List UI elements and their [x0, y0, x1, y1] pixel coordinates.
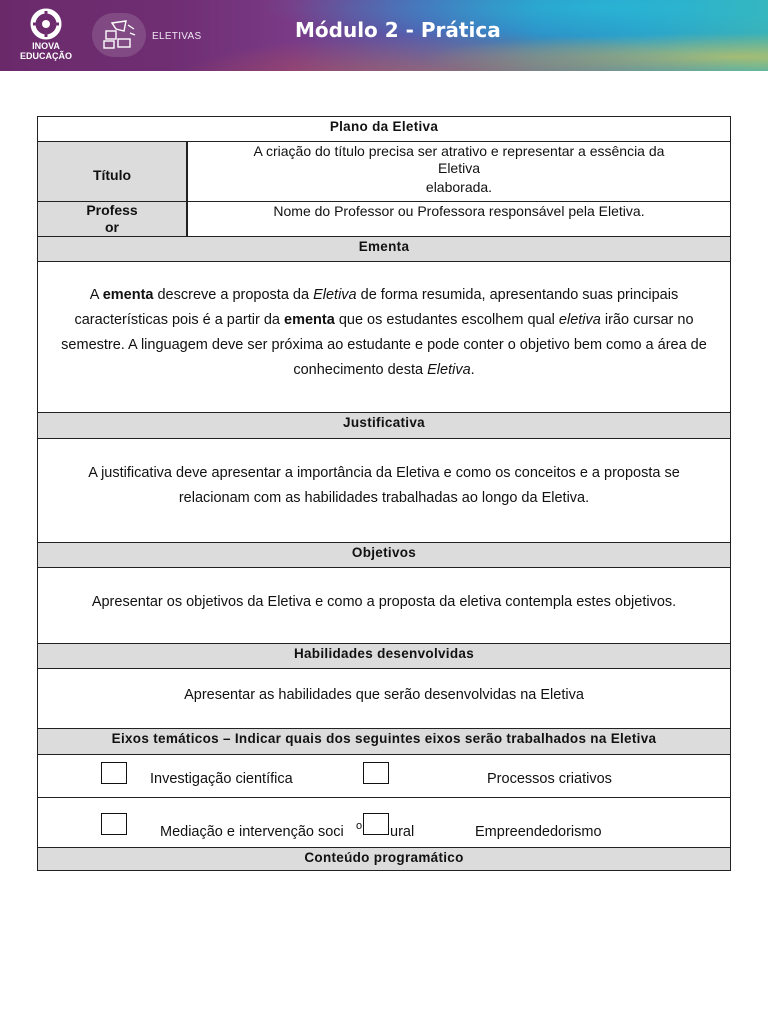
ementa-text-part: .: [470, 362, 475, 378]
eletivas-label: ELETIVAS: [152, 31, 202, 42]
ementa-italic-term: Eletiva: [427, 362, 471, 378]
professor-value: Nome do Professor ou Professora responsável pela Eletiva.: [273, 203, 645, 219]
habilidades-header: Habilidades desenvolvidas: [293, 646, 475, 661]
professor-label-line2: or: [105, 219, 119, 235]
ementa-italic-term: Eletiva: [313, 287, 357, 303]
checkbox-processos-criativos[interactable]: [363, 762, 389, 784]
habilidades-text: Apresentar as habilidades que serão desenvolvidas na Eletiva: [184, 687, 584, 703]
option-investigacao-cientifica: Investigação científica: [150, 771, 293, 787]
eixos-row-2: [38, 798, 730, 848]
conteudo-header: Conteúdo programático: [304, 850, 464, 865]
habilidades-header-row: [38, 644, 730, 669]
ementa-text: [38, 262, 730, 383]
professor-label-line1: Profess: [86, 202, 138, 218]
eletivas-icon: [100, 17, 138, 53]
justificativa-text: A justificativa deve apresentar a importância da Eletiva e como os conceitos e a proposta se relacionam com as habilidades trabalhadas ao longo da Eletiva.: [88, 465, 680, 506]
eixos-row-1: [38, 755, 730, 798]
logo-text-inova: INOVA: [32, 41, 60, 51]
header-banner: [0, 0, 768, 71]
option-mediacao-intervencao: Mediação e intervenção soci: [160, 824, 344, 840]
justificativa-header: Justificativa: [343, 415, 425, 430]
titulo-value-line3: elaborada.: [425, 179, 493, 195]
objetivos-header: Objetivos: [351, 545, 417, 560]
ementa-body-row: [38, 262, 730, 413]
inova-educacao-logo: [16, 8, 76, 64]
objetivos-body-row: [38, 568, 730, 644]
ementa-text-part: que os estudantes escolhem qual: [334, 312, 559, 328]
checkbox-mediacao-intervencao[interactable]: [101, 813, 127, 835]
option-empreendedorismo: Empreendedorismo: [475, 824, 602, 840]
checkbox-empreendedorismo[interactable]: [363, 813, 389, 835]
titulo-value: [188, 142, 730, 201]
titulo-label: Título: [38, 142, 188, 201]
ementa-text-part: de forma resumida, apresentando suas principais características pois é a partir da: [74, 287, 679, 328]
objetivos-header-row: [38, 543, 730, 568]
ementa-text-part: irão cursar no semestre. A linguagem deve ser próxima ao estudante e pode conter o objetivo bem como a área de conhecimento desta: [61, 312, 707, 378]
checkbox-investigacao-cientifica[interactable]: [101, 762, 127, 784]
ementa-header-row: [38, 237, 730, 262]
objetivos-text: Apresentar os objetivos da Eletiva e como a proposta da eletiva contempla estes objetivos.: [91, 594, 677, 610]
conteudo-header-row: [38, 848, 730, 870]
ementa-italic-term: eletiva: [558, 312, 601, 328]
eixos-header: Eixos temáticos – Indicar quais dos seguintes eixos serão trabalhados na Eletiva: [111, 731, 657, 746]
titulo-row: [38, 142, 730, 202]
ementa-bold-term: ementa: [284, 312, 335, 328]
eixos-header-row: [38, 729, 730, 755]
plano-eletiva-table: [37, 116, 731, 871]
justificativa-body-row: [38, 439, 730, 543]
ementa-text-part: A: [89, 287, 103, 303]
ementa-bold-term: ementa: [102, 287, 154, 303]
habilidades-body-row: [38, 669, 730, 729]
inova-logo-icon: [28, 8, 64, 40]
logo-text-educacao: EDUCAÇÃO: [19, 51, 72, 61]
module-title: Módulo 2 - Prática: [295, 18, 501, 42]
titulo-value-line1: A criação do título precisa ser atrativo e representar a essência da: [253, 143, 665, 159]
option-mediacao-fragment: o: [356, 820, 363, 832]
table-title-row: [38, 117, 730, 142]
option-processos-criativos: Processos criativos: [487, 771, 612, 787]
option-mediacao-suffix: ural: [390, 824, 415, 840]
professor-row: [38, 202, 730, 237]
justificativa-header-row: [38, 413, 730, 439]
ementa-header: Ementa: [358, 239, 410, 254]
titulo-value-line2: Eletiva: [437, 160, 481, 176]
table-title: Plano da Eletiva: [329, 119, 439, 134]
professor-label: [38, 202, 188, 236]
eletivas-badge: [92, 13, 146, 57]
ementa-text-part: descreve a proposta da: [153, 287, 314, 303]
